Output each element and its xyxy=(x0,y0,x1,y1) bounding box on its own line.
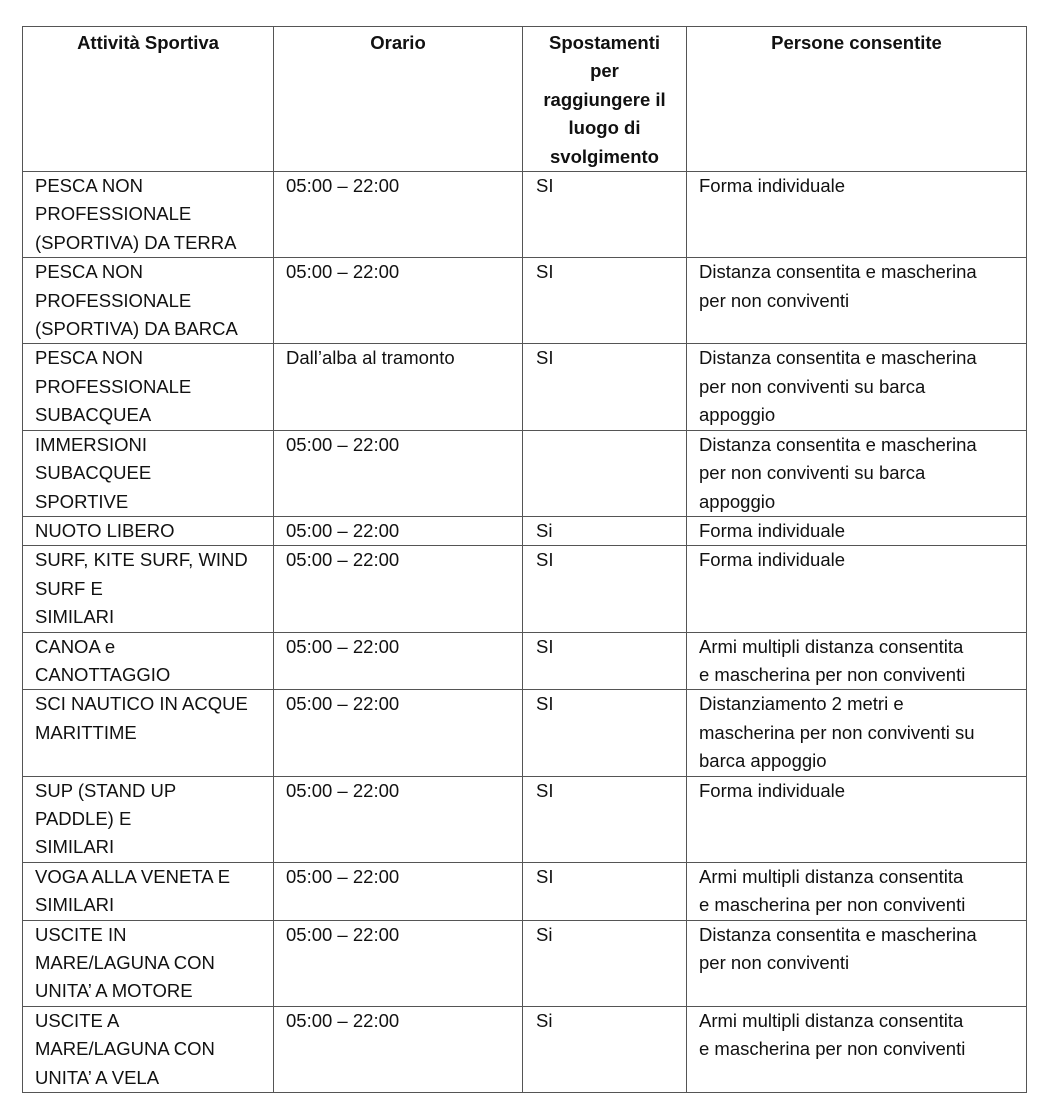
table-row xyxy=(23,862,1027,920)
activity-text: SURF, KITE SURF, WIND SURF E SIMILARI xyxy=(35,549,248,628)
activity-text: PESCA NON PROFESSIONALE (SPORTIVA) DA TERRA xyxy=(35,175,237,253)
cell-activity xyxy=(23,516,274,545)
people-text: Armi multipli distanza consentita e mascherina per non conviventi xyxy=(699,1009,966,1060)
table-row xyxy=(23,344,1027,430)
header-hours-label: Orario xyxy=(370,32,426,53)
cell-hours xyxy=(274,690,523,776)
activity-text: NUOTO LIBERO xyxy=(35,519,175,541)
cell-travel xyxy=(523,258,687,344)
people-text: Distanza consentita e mascherina per non conviventi xyxy=(699,923,977,973)
cell-travel xyxy=(523,344,687,430)
activity-text: IMMERSIONI SUBACQUEE SPORTIVE xyxy=(35,433,152,512)
header-travel xyxy=(523,27,687,172)
travel-text: Si xyxy=(536,923,553,945)
cell-people xyxy=(687,430,1027,516)
hours-text: 05:00 – 22:00 xyxy=(286,779,400,801)
cell-travel xyxy=(523,776,687,862)
cell-activity xyxy=(23,776,274,862)
cell-people xyxy=(687,862,1027,920)
cell-hours xyxy=(274,1006,523,1092)
cell-people xyxy=(687,344,1027,430)
cell-travel xyxy=(523,546,687,632)
travel-text: SI xyxy=(536,779,554,801)
table-row xyxy=(23,172,1027,258)
hours-text: 05:00 – 22:00 xyxy=(286,519,400,541)
header-travel-label: Spostamenti per raggiungere il luogo di svolgimento xyxy=(543,32,666,167)
cell-hours xyxy=(274,516,523,545)
activity-text: VOGA ALLA VENETA E SIMILARI xyxy=(35,865,231,916)
activity-text: USCITE A MARE/LAGUNA CON UNITA’ A VELA xyxy=(35,1009,215,1088)
people-text: Distanza consentita e mascherina per non conviventi xyxy=(699,261,977,311)
travel-text: Si xyxy=(536,1009,553,1031)
cell-activity xyxy=(23,862,274,920)
travel-text: SI xyxy=(536,865,554,887)
travel-text: Si xyxy=(536,519,553,541)
hours-text: 05:00 – 22:00 xyxy=(286,865,400,887)
hours-text: 05:00 – 22:00 xyxy=(286,923,400,945)
cell-people xyxy=(687,776,1027,862)
table-row xyxy=(23,776,1027,862)
people-text: Armi multipli distanza consentita e mascherina per non conviventi xyxy=(699,865,966,916)
cell-hours xyxy=(274,546,523,632)
cell-travel xyxy=(523,516,687,545)
hours-text: 05:00 – 22:00 xyxy=(286,1009,400,1031)
cell-hours xyxy=(274,344,523,430)
table-row xyxy=(23,690,1027,776)
activity-text: CANOA e CANOTTAGGIO xyxy=(35,635,171,685)
cell-people xyxy=(687,546,1027,632)
cell-activity xyxy=(23,344,274,430)
cell-travel xyxy=(523,690,687,776)
sports-activities-table xyxy=(22,26,1027,1093)
cell-activity xyxy=(23,546,274,632)
cell-people xyxy=(687,258,1027,344)
hours-text: 05:00 – 22:00 xyxy=(286,433,400,455)
cell-travel xyxy=(523,172,687,258)
cell-activity xyxy=(23,920,274,1006)
cell-hours xyxy=(274,430,523,516)
cell-hours xyxy=(274,172,523,258)
cell-activity xyxy=(23,430,274,516)
activity-text: PESCA NON PROFESSIONALE SUBACQUEA xyxy=(35,347,192,426)
hours-text: 05:00 – 22:00 xyxy=(286,261,400,283)
hours-text: Dall’alba al tramonto xyxy=(286,347,455,369)
cell-people xyxy=(687,690,1027,776)
cell-travel xyxy=(523,920,687,1006)
header-hours xyxy=(274,27,523,172)
table-row xyxy=(23,920,1027,1006)
cell-travel xyxy=(523,632,687,690)
table-row xyxy=(23,258,1027,344)
hours-text: 05:00 – 22:00 xyxy=(286,175,400,197)
cell-hours xyxy=(274,776,523,862)
cell-travel xyxy=(523,1006,687,1092)
people-text: Forma individuale xyxy=(699,779,846,801)
header-people-label: Persone consentite xyxy=(771,32,942,53)
activity-text: PESCA NON PROFESSIONALE (SPORTIVA) DA BARCA xyxy=(35,261,238,340)
table-row xyxy=(23,632,1027,690)
people-text: Forma individuale xyxy=(699,519,846,541)
cell-activity xyxy=(23,690,274,776)
table-row xyxy=(23,1006,1027,1092)
cell-hours xyxy=(274,862,523,920)
table-row xyxy=(23,516,1027,545)
people-text: Distanziamento 2 metri e mascherina per non conviventi su barca appoggio xyxy=(699,693,975,772)
header-people xyxy=(687,27,1027,172)
travel-text: SI xyxy=(536,347,554,369)
cell-hours xyxy=(274,258,523,344)
table-row xyxy=(23,546,1027,632)
travel-text: SI xyxy=(536,549,554,571)
people-text: Armi multipli distanza consentita e mascherina per non conviventi xyxy=(699,635,966,685)
travel-text: SI xyxy=(536,261,554,283)
activity-text: USCITE IN MARE/LAGUNA CON UNITA’ A MOTORE xyxy=(35,923,215,1002)
cell-travel xyxy=(523,862,687,920)
table-row xyxy=(23,430,1027,516)
cell-people xyxy=(687,1006,1027,1092)
header-row xyxy=(23,27,1027,172)
hours-text: 05:00 – 22:00 xyxy=(286,549,400,571)
cell-activity xyxy=(23,632,274,690)
cell-hours xyxy=(274,632,523,690)
cell-activity xyxy=(23,1006,274,1092)
hours-text: 05:00 – 22:00 xyxy=(286,635,400,657)
people-text: Forma individuale xyxy=(699,175,846,197)
people-text: Forma individuale xyxy=(699,549,846,571)
cell-people xyxy=(687,172,1027,258)
hours-text: 05:00 – 22:00 xyxy=(286,693,400,715)
cell-activity xyxy=(23,172,274,258)
cell-activity xyxy=(23,258,274,344)
people-text: Distanza consentita e mascherina per non conviventi su barca appoggio xyxy=(699,347,977,426)
people-text: Distanza consentita e mascherina per non conviventi su barca appoggio xyxy=(699,433,977,512)
cell-people xyxy=(687,516,1027,545)
header-activity-label: Attività Sportiva xyxy=(77,32,219,53)
cell-hours xyxy=(274,920,523,1006)
travel-text: SI xyxy=(536,635,554,657)
cell-people xyxy=(687,632,1027,690)
activity-text: SCI NAUTICO IN ACQUE MARITTIME xyxy=(35,693,248,743)
activity-text: SUP (STAND UP PADDLE) E SIMILARI xyxy=(35,779,177,858)
travel-text: SI xyxy=(536,175,554,197)
header-activity xyxy=(23,27,274,172)
cell-travel xyxy=(523,430,687,516)
cell-people xyxy=(687,920,1027,1006)
travel-text: SI xyxy=(536,693,554,715)
